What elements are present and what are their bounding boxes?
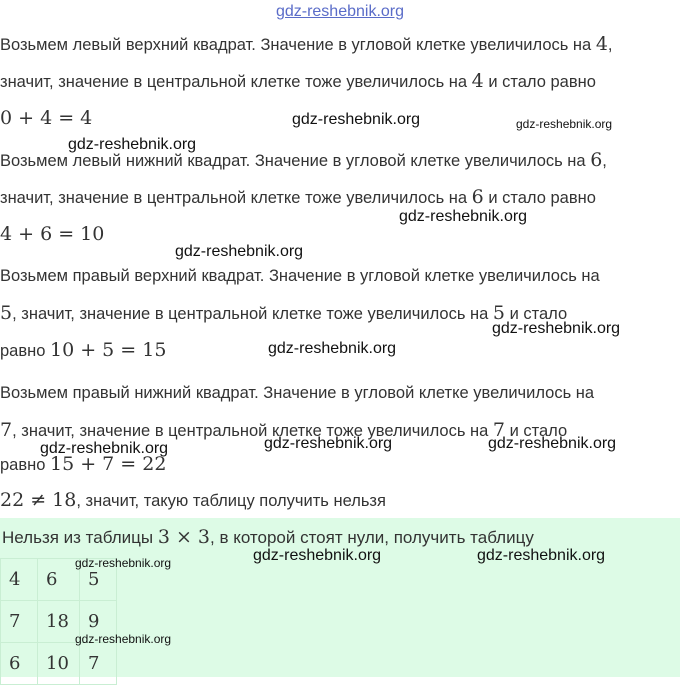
text: , <box>607 36 613 54</box>
math-size: 3 × 3 <box>157 526 210 548</box>
watermark: gdz-reshebnik.org <box>68 136 197 153</box>
watermark: gdz-reshebnik.org <box>175 243 304 260</box>
equation: 0 + 4 = 4 <box>0 107 93 129</box>
watermark: gdz-reshebnik.org <box>488 435 617 452</box>
math-number: 4 <box>471 70 484 92</box>
equation: 4 + 6 = 10 <box>0 223 105 245</box>
watermark: gdz-reshebnik.org <box>75 556 172 570</box>
math-number: 4 <box>595 33 608 55</box>
table-cell: 10 <box>38 643 80 685</box>
text: значит, значение в центральной клетке тоже увеличилось на <box>0 73 472 91</box>
paragraph-left-bottom <box>0 142 676 253</box>
text: , значит, значение в центральной клетке тоже увеличилось на <box>12 305 493 323</box>
table-cell: 7 <box>80 643 117 685</box>
site-header-link[interactable]: gdz-reshebnik.org <box>275 3 405 20</box>
text: Нельзя из таблицы <box>2 528 158 547</box>
watermark: gdz-reshebnik.org <box>75 632 172 646</box>
table-cell: 7 <box>1 601 38 643</box>
text: , значит, значение в центральной клетке тоже увеличилось на <box>12 422 493 440</box>
watermark: gdz-reshebnik.org <box>399 208 528 225</box>
math-number: 5 <box>492 302 505 324</box>
table-cell: 4 <box>1 559 38 601</box>
watermark: gdz-reshebnik.org <box>516 117 613 131</box>
text: Возьмем левый верхний квадрат. Значение в угловой клетке увеличилось на <box>0 36 596 54</box>
paragraph-right-bottom <box>0 375 676 479</box>
text: , значит, такую таблицу получить нельзя <box>76 492 386 510</box>
text: и стало равно <box>483 73 596 91</box>
text: значит, значение в центральной клетке тоже увеличилось на <box>0 189 472 207</box>
watermark: gdz-reshebnik.org <box>292 111 421 128</box>
inequality: 22 ≠ 18 <box>0 489 77 511</box>
table-cell: 6 <box>38 559 80 601</box>
table-cell: 6 <box>1 643 38 685</box>
text: , <box>602 152 607 170</box>
text: , в которой стоят нули, получить таблицу <box>210 528 534 547</box>
text: и стало равно <box>483 189 596 207</box>
math-number: 6 <box>590 149 603 171</box>
text: равно <box>0 456 50 474</box>
table-row <box>1 643 117 685</box>
table-cell: 9 <box>80 601 117 643</box>
watermark: gdz-reshebnik.org <box>268 340 397 357</box>
text: и стало <box>505 305 568 323</box>
text: и стало <box>505 422 568 440</box>
math-number: 7 <box>0 419 13 441</box>
table-cell: 5 <box>80 559 117 601</box>
watermark: gdz-reshebnik.org <box>40 440 169 457</box>
watermark: gdz-reshebnik.org <box>492 320 621 337</box>
equation: 10 + 5 = 15 <box>50 339 167 361</box>
math-number: 7 <box>492 419 505 441</box>
result-table <box>0 558 117 685</box>
table-cell: 18 <box>38 601 80 643</box>
text: Возьмем правый нижний квадрат. Значение в угловой клетке увеличилось на <box>0 384 595 402</box>
watermark: gdz-reshebnik.org <box>264 435 393 452</box>
watermark: gdz-reshebnik.org <box>477 547 606 564</box>
watermark: gdz-reshebnik.org <box>253 547 382 564</box>
conclusion <box>0 482 676 519</box>
math-number: 5 <box>0 302 13 324</box>
math-number: 6 <box>471 186 484 208</box>
text: равно <box>0 342 50 360</box>
answer-block <box>0 518 680 677</box>
text: Возьмем левый нижний квадрат. Значение в угловой клетке увеличилось на <box>0 152 591 170</box>
equation: 15 + 7 = 22 <box>50 453 167 475</box>
text: Возьмем правый верхний квадрат. Значение в угловой клетке увеличилось на <box>0 267 600 285</box>
